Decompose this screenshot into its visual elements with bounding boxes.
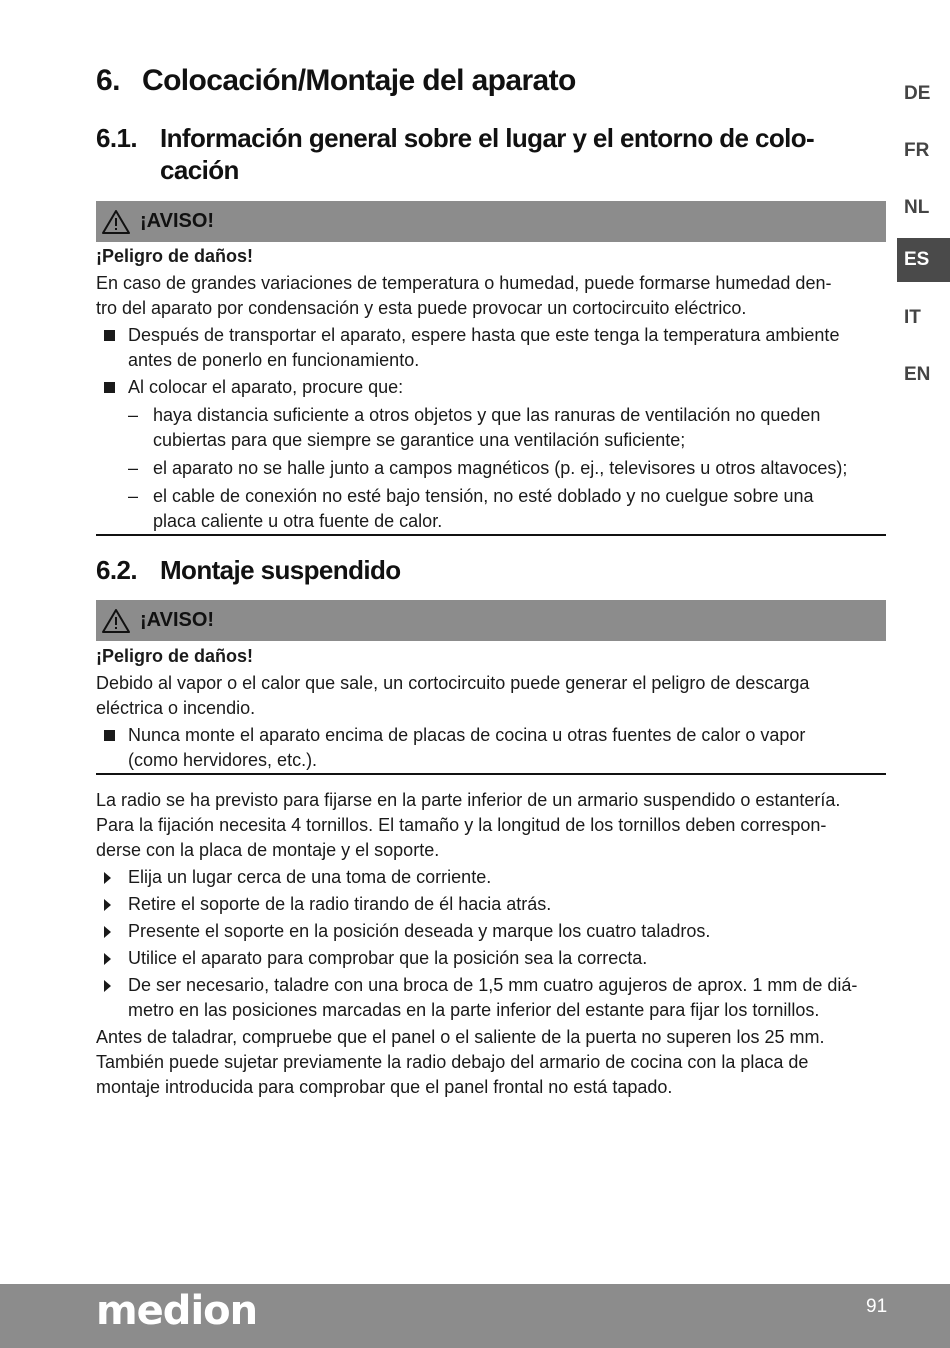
language-tab-en[interactable]: EN [904, 364, 931, 385]
step-text: metro en las posiciones marcadas en la parte inferior del estante para fijar los tornillos. [128, 1000, 820, 1020]
triangle-arrow-icon [104, 980, 111, 992]
list-item-text: Después de transportar el aparato, espere hasta que este tenga la temperatura ambiente [128, 325, 840, 345]
warning-text-line2: eléctrica o incendio. [96, 698, 256, 718]
section-title: Colocación/Montaje del aparato [142, 64, 576, 97]
step-item [96, 946, 886, 971]
step-item [96, 865, 886, 890]
subsection-title: Montaje suspendido [160, 555, 401, 585]
page-footer [0, 1284, 950, 1348]
list-item-text: Nunca monte el aparato encima de placas de cocina u otras fuentes de calor o vapor [128, 725, 806, 745]
section-heading [96, 64, 576, 98]
step-text: Retire el soporte de la radio tirando de él hacia atrás. [128, 894, 552, 914]
paragraph-line: Para la fijación necesita 4 tornillos. El tamaño y la longitud de los tornillos deben correspon- [96, 815, 827, 835]
subsection-heading-6-2 [96, 554, 886, 586]
subsection-number: 6.2. [96, 555, 137, 585]
warning-label: ¡AVISO! [140, 210, 215, 232]
step-text: Elija un lugar cerca de una toma de corriente. [128, 867, 492, 887]
list-item-text: antes de ponerlo en funcionamiento. [128, 350, 420, 370]
warning-heading: ¡Peligro de daños! [96, 646, 254, 666]
warning-content [96, 644, 886, 773]
dash-bullet: – [128, 486, 139, 506]
language-tab-es[interactable]: ES [897, 238, 950, 282]
step-item [96, 892, 886, 917]
step-item [96, 973, 886, 1023]
warning-label: ¡AVISO! [140, 609, 215, 631]
triangle-arrow-icon [104, 926, 111, 938]
dash-bullet: – [128, 458, 139, 478]
triangle-arrow-icon [104, 872, 111, 884]
step-text: De ser necesario, taladre con una broca de 1,5 mm cuatro agujeros de aprox. 1 mm de diá- [128, 975, 858, 995]
language-tab-fr[interactable]: FR [904, 140, 930, 161]
triangle-arrow-icon [104, 953, 111, 965]
language-tab-de[interactable]: DE [904, 83, 931, 104]
brand-logo: medion [96, 1288, 258, 1334]
subsection-title-line1: Información general sobre el lugar y el entorno de colo- [160, 123, 815, 153]
sub-list-item [96, 456, 886, 481]
divider [96, 773, 886, 775]
sub-list-item-text: cubiertas para que siempre se garantice una ventilación suficiente; [153, 430, 686, 450]
step-text: Presente el soporte en la posición deseada y marque los cuatro taladros. [128, 921, 711, 941]
sub-list-item-text: placa caliente u otra fuente de calor. [153, 511, 443, 531]
list-item [96, 723, 886, 773]
warning-bar [96, 201, 886, 242]
paragraph-line: La radio se ha previsto para fijarse en la parte inferior de un armario suspendido o estantería. [96, 790, 841, 810]
paragraph-line: montaje introducida para comprobar que el panel frontal no está tapado. [96, 1077, 673, 1097]
page-number: 91 [866, 1296, 888, 1317]
list-item-text: (como hervidores, etc.). [128, 750, 318, 770]
subsection-number: 6.1. [96, 123, 137, 153]
dash-bullet: – [128, 405, 139, 425]
triangle-arrow-icon [104, 899, 111, 911]
step-item [96, 919, 886, 944]
warning-text-line1: Debido al vapor o el calor que sale, un cortocircuito puede generar el peligro de descarga [96, 673, 810, 693]
list-item [96, 375, 886, 400]
paragraph-line: derse con la placa de montaje y el soporte. [96, 840, 440, 860]
section-number: 6. [96, 64, 120, 97]
language-tab-nl[interactable]: NL [904, 197, 930, 218]
warning-triangle-icon [100, 608, 132, 634]
divider [96, 534, 886, 536]
warning-content [96, 244, 886, 534]
warning-bar [96, 600, 886, 641]
sub-list-item-text: haya distancia suficiente a otros objetos y que las ranuras de ventilación no queden [153, 405, 821, 425]
paragraph-line: Antes de taladrar, compruebe que el panel o el saliente de la puerta no superen los 25 mm. [96, 1027, 825, 1047]
paragraph-line: También puede sujetar previamente la radio debajo del armario de cocina con la placa de [96, 1052, 809, 1072]
sub-list-item [96, 484, 886, 534]
warning-text-line2: tro del aparato por condensación y esta puede provocar un cortocircuito eléctrico. [96, 298, 747, 318]
warning-heading: ¡Peligro de daños! [96, 246, 254, 266]
sub-list-item [96, 403, 886, 453]
list-item-text: Al colocar el aparato, procure que: [128, 377, 404, 397]
language-tab-it[interactable]: IT [904, 307, 921, 328]
body-text [96, 788, 886, 1100]
sub-list-item-text: el cable de conexión no esté bajo tensión, no esté doblado y no cuelgue sobre una [153, 486, 814, 506]
list-item [96, 323, 886, 373]
subsection-title-line2: cación [160, 155, 239, 185]
subsection-heading-6-1 [96, 122, 886, 186]
warning-text-line1: En caso de grandes variaciones de temperatura o humedad, puede formarse humedad den- [96, 273, 832, 293]
warning-triangle-icon [100, 209, 132, 235]
sub-list-item-text: el aparato no se halle junto a campos magnéticos (p. ej., televisores u otros altavoces); [153, 458, 848, 478]
step-text: Utilice el aparato para comprobar que la posición sea la correcta. [128, 948, 648, 968]
